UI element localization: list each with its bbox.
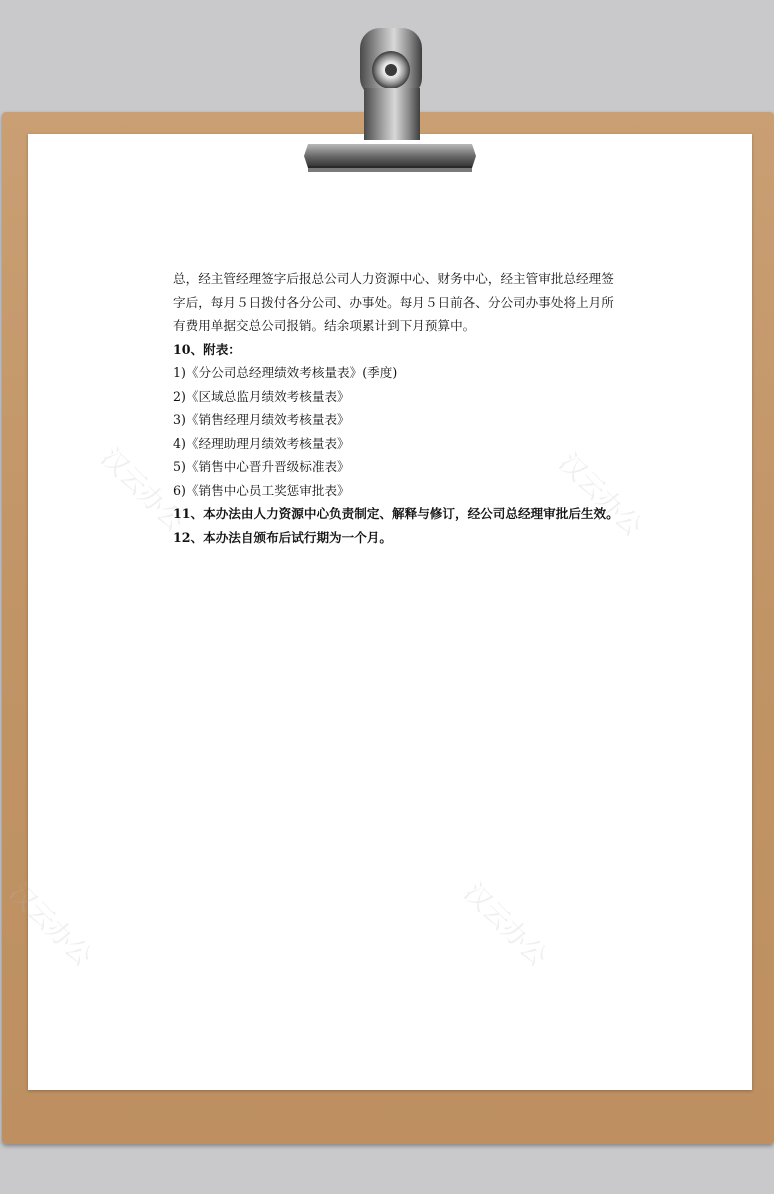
paragraph-line: 有费用单据交总公司报销。结余项累计到下月预算中。 <box>173 318 476 333</box>
paragraph-line: 5)《销售中心晋升晋级标准表》 <box>173 459 350 474</box>
watermark: 汉云办公 <box>552 447 648 543</box>
paragraph-line: 总，经主管经理签字后报总公司人力资源中心、财务中心，经主管审批总经理签 <box>173 271 614 286</box>
paragraph-line: 6)《销售中心员工奖惩审批表》 <box>173 482 350 498</box>
paragraph-line: 4)《经理助理月绩效考核量表》 <box>173 435 350 451</box>
binder-clip-icon <box>300 26 480 176</box>
paragraph-line: 字后，每月５日拨付各分公司、办事处。每月５日前各、分公司办事处将上月所 <box>173 294 614 310</box>
paragraph-line: 3)《销售经理月绩效考核量表》 <box>173 412 350 427</box>
section-heading: 12、本办法自颁布后试行期为一个月。 <box>173 529 393 545</box>
watermark: 汉云办公 <box>2 877 98 973</box>
paragraph-line: 2)《区域总监月绩效考核量表》 <box>173 388 350 404</box>
watermark: 汉云办公 <box>457 877 553 973</box>
section-heading: 10、附表： <box>173 341 241 357</box>
watermark: 汉云办公 <box>94 442 190 538</box>
section-heading: 11、本办法由人力资源中心负责制定、解释与修订，经公司总经理审批后生效。 <box>173 506 619 521</box>
paragraph-line: 1)《分公司总经理绩效考核量表》(季度) <box>173 365 398 380</box>
document-body <box>173 267 619 549</box>
